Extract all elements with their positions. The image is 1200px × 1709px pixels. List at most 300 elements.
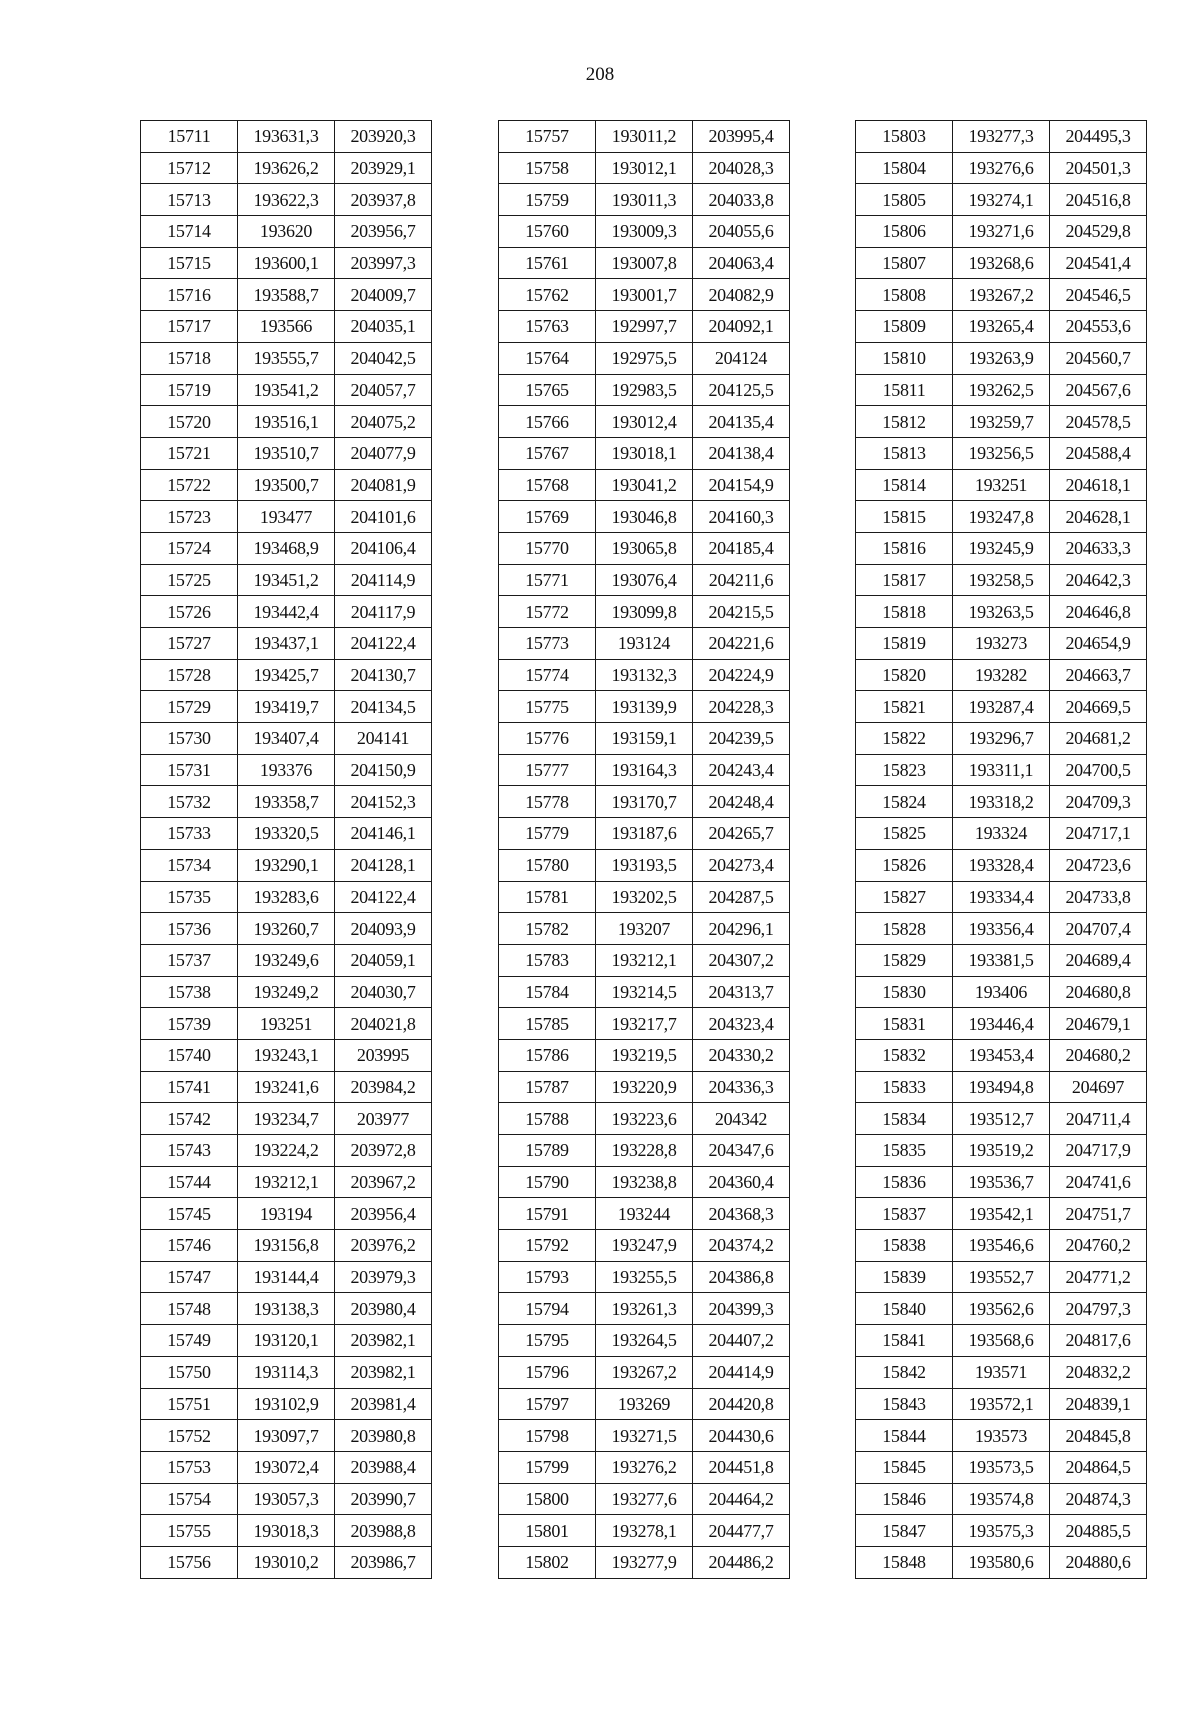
x-coordinate-cell: 193446,4 [953,1008,1050,1040]
x-coordinate-cell: 193046,8 [596,501,693,533]
table-row [499,342,790,374]
table-row [141,818,432,850]
y-coordinate-cell: 204646,8 [1050,596,1147,628]
y-coordinate-cell: 204386,8 [693,1261,790,1293]
point-number-cell: 15844 [856,1420,953,1452]
x-coordinate-cell: 193212,1 [596,944,693,976]
x-coordinate-cell: 192997,7 [596,311,693,343]
table-row [499,1546,790,1578]
table-row [499,754,790,786]
x-coordinate-cell: 193274,1 [953,184,1050,216]
y-coordinate-cell: 203997,3 [335,247,432,279]
table-row [856,374,1147,406]
y-coordinate-cell: 204055,6 [693,216,790,248]
x-coordinate-cell: 193562,6 [953,1293,1050,1325]
point-number-cell: 15723 [141,501,238,533]
table-row [856,342,1147,374]
point-number-cell: 15834 [856,1103,953,1135]
point-number-cell: 15760 [499,216,596,248]
x-coordinate-cell: 193278,1 [596,1515,693,1547]
x-coordinate-cell: 193552,7 [953,1261,1050,1293]
point-number-cell: 15816 [856,532,953,564]
point-number-cell: 15797 [499,1388,596,1420]
x-coordinate-cell: 193287,4 [953,691,1050,723]
x-coordinate-cell: 193238,8 [596,1166,693,1198]
y-coordinate-cell: 204342 [693,1103,790,1135]
x-coordinate-cell: 193290,1 [238,849,335,881]
table-row [141,311,432,343]
point-number-cell: 15792 [499,1230,596,1262]
table-row [141,723,432,755]
table-row [141,691,432,723]
point-number-cell: 15788 [499,1103,596,1135]
x-coordinate-cell: 192983,5 [596,374,693,406]
y-coordinate-cell: 204553,6 [1050,311,1147,343]
point-number-cell: 15826 [856,849,953,881]
point-number-cell: 15746 [141,1230,238,1262]
y-coordinate-cell: 204160,3 [693,501,790,533]
y-coordinate-cell: 204138,4 [693,437,790,469]
y-coordinate-cell: 203920,3 [335,121,432,153]
x-coordinate-cell: 193407,4 [238,723,335,755]
y-coordinate-cell: 203980,8 [335,1420,432,1452]
x-coordinate-cell: 193419,7 [238,691,335,723]
y-coordinate-cell: 204430,6 [693,1420,790,1452]
y-coordinate-cell: 204679,1 [1050,1008,1147,1040]
point-number-cell: 15755 [141,1515,238,1547]
y-coordinate-cell: 204030,7 [335,976,432,1008]
point-number-cell: 15773 [499,628,596,660]
table-row [141,532,432,564]
table-row [499,1451,790,1483]
table-row [856,184,1147,216]
y-coordinate-cell: 203980,4 [335,1293,432,1325]
y-coordinate-cell: 204273,4 [693,849,790,881]
y-coordinate-cell: 204063,4 [693,247,790,279]
x-coordinate-cell: 193519,2 [953,1135,1050,1167]
x-coordinate-cell: 193018,1 [596,437,693,469]
point-number-cell: 15730 [141,723,238,755]
y-coordinate-cell: 204128,1 [335,849,432,881]
point-number-cell: 15762 [499,279,596,311]
table-row [856,247,1147,279]
y-coordinate-cell: 204516,8 [1050,184,1147,216]
x-coordinate-cell: 193124 [596,628,693,660]
x-coordinate-cell: 193572,1 [953,1388,1050,1420]
y-coordinate-cell: 204560,7 [1050,342,1147,374]
table-row [141,279,432,311]
table-row [499,1135,790,1167]
point-number-cell: 15813 [856,437,953,469]
table-row [141,628,432,660]
point-number-cell: 15776 [499,723,596,755]
table-row [856,1039,1147,1071]
point-number-cell: 15747 [141,1261,238,1293]
point-number-cell: 15824 [856,786,953,818]
y-coordinate-cell: 204451,8 [693,1451,790,1483]
y-coordinate-cell: 204114,9 [335,564,432,596]
point-number-cell: 15733 [141,818,238,850]
table-row [499,1008,790,1040]
x-coordinate-cell: 193477 [238,501,335,533]
y-coordinate-cell: 203956,4 [335,1198,432,1230]
table-row [141,374,432,406]
table-row [499,849,790,881]
point-number-cell: 15805 [856,184,953,216]
point-number-cell: 15814 [856,469,953,501]
x-coordinate-cell: 193247,9 [596,1230,693,1262]
point-number-cell: 15744 [141,1166,238,1198]
x-coordinate-cell: 193468,9 [238,532,335,564]
table-row [141,1293,432,1325]
y-coordinate-cell: 204224,9 [693,659,790,691]
y-coordinate-cell: 204633,3 [1050,532,1147,564]
x-coordinate-cell: 193251 [238,1008,335,1040]
x-coordinate-cell: 193223,6 [596,1103,693,1135]
y-coordinate-cell: 204185,4 [693,532,790,564]
x-coordinate-cell: 193453,4 [953,1039,1050,1071]
point-number-cell: 15716 [141,279,238,311]
x-coordinate-cell: 193138,3 [238,1293,335,1325]
point-number-cell: 15803 [856,121,953,153]
x-coordinate-cell: 193164,3 [596,754,693,786]
table-row [499,976,790,1008]
table-row [856,1293,1147,1325]
y-coordinate-cell: 203929,1 [335,152,432,184]
table-row [499,691,790,723]
table-row [141,849,432,881]
table-row [141,342,432,374]
table-row [856,1388,1147,1420]
table-row [141,1135,432,1167]
point-number-cell: 15845 [856,1451,953,1483]
point-number-cell: 15831 [856,1008,953,1040]
x-coordinate-cell: 193234,7 [238,1103,335,1135]
x-coordinate-cell: 193255,5 [596,1261,693,1293]
y-coordinate-cell: 204741,6 [1050,1166,1147,1198]
y-coordinate-cell: 204042,5 [335,342,432,374]
y-coordinate-cell: 204347,6 [693,1135,790,1167]
point-number-cell: 15713 [141,184,238,216]
y-coordinate-cell: 204135,4 [693,406,790,438]
y-coordinate-cell: 203982,1 [335,1325,432,1357]
table-row [499,659,790,691]
y-coordinate-cell: 204760,2 [1050,1230,1147,1262]
y-coordinate-cell: 204336,3 [693,1071,790,1103]
x-coordinate-cell: 193541,2 [238,374,335,406]
point-number-cell: 15737 [141,944,238,976]
x-coordinate-cell: 193276,2 [596,1451,693,1483]
y-coordinate-cell: 204368,3 [693,1198,790,1230]
table-row [856,913,1147,945]
table-row [141,1103,432,1135]
y-coordinate-cell: 204407,2 [693,1325,790,1357]
point-number-cell: 15741 [141,1071,238,1103]
y-coordinate-cell: 204059,1 [335,944,432,976]
y-coordinate-cell: 204057,7 [335,374,432,406]
point-number-cell: 15774 [499,659,596,691]
point-number-cell: 15829 [856,944,953,976]
x-coordinate-cell: 193277,9 [596,1546,693,1578]
y-coordinate-cell: 204689,4 [1050,944,1147,976]
table-row [499,184,790,216]
x-coordinate-cell: 193072,4 [238,1451,335,1483]
x-coordinate-cell: 193626,2 [238,152,335,184]
x-coordinate-cell: 193245,9 [953,532,1050,564]
x-coordinate-cell: 193381,5 [953,944,1050,976]
y-coordinate-cell: 204239,5 [693,723,790,755]
point-number-cell: 15820 [856,659,953,691]
point-number-cell: 15846 [856,1483,953,1515]
x-coordinate-cell: 193258,5 [953,564,1050,596]
point-number-cell: 15726 [141,596,238,628]
table-row [856,691,1147,723]
table-row [141,976,432,1008]
x-coordinate-cell: 193271,5 [596,1420,693,1452]
point-number-cell: 15765 [499,374,596,406]
x-coordinate-cell: 193546,6 [953,1230,1050,1262]
y-coordinate-cell: 204642,3 [1050,564,1147,596]
table-row [856,659,1147,691]
y-coordinate-cell: 203988,8 [335,1515,432,1547]
y-coordinate-cell: 204618,1 [1050,469,1147,501]
x-coordinate-cell: 193114,3 [238,1356,335,1388]
x-coordinate-cell: 193271,6 [953,216,1050,248]
point-number-cell: 15779 [499,818,596,850]
table-row [499,1356,790,1388]
x-coordinate-cell: 193574,8 [953,1483,1050,1515]
y-coordinate-cell: 204880,6 [1050,1546,1147,1578]
y-coordinate-cell: 203937,8 [335,184,432,216]
point-number-cell: 15785 [499,1008,596,1040]
table-row [856,469,1147,501]
table-row [856,596,1147,628]
point-number-cell: 15833 [856,1071,953,1103]
x-coordinate-cell: 193600,1 [238,247,335,279]
y-coordinate-cell: 203984,2 [335,1071,432,1103]
y-coordinate-cell: 203979,3 [335,1261,432,1293]
point-number-cell: 15729 [141,691,238,723]
x-coordinate-cell: 192975,5 [596,342,693,374]
y-coordinate-cell: 204669,5 [1050,691,1147,723]
y-coordinate-cell: 204125,5 [693,374,790,406]
y-coordinate-cell: 204733,8 [1050,881,1147,913]
x-coordinate-cell: 193571 [953,1356,1050,1388]
x-coordinate-cell: 193376 [238,754,335,786]
x-coordinate-cell: 193202,5 [596,881,693,913]
x-coordinate-cell: 193273 [953,628,1050,660]
x-coordinate-cell: 193555,7 [238,342,335,374]
table-row [856,532,1147,564]
point-number-cell: 15799 [499,1451,596,1483]
y-coordinate-cell: 204707,4 [1050,913,1147,945]
point-number-cell: 15842 [856,1356,953,1388]
y-coordinate-cell: 204628,1 [1050,501,1147,533]
y-coordinate-cell: 203956,7 [335,216,432,248]
table-row [141,881,432,913]
point-number-cell: 15738 [141,976,238,1008]
table-row [499,374,790,406]
table-row [856,1230,1147,1262]
y-coordinate-cell: 203972,8 [335,1135,432,1167]
table-row [856,1546,1147,1578]
table-row [856,976,1147,1008]
y-coordinate-cell: 204845,8 [1050,1420,1147,1452]
y-coordinate-cell: 204028,3 [693,152,790,184]
point-number-cell: 15781 [499,881,596,913]
table-row [499,786,790,818]
x-coordinate-cell: 193437,1 [238,628,335,660]
x-coordinate-cell: 193097,7 [238,1420,335,1452]
point-number-cell: 15809 [856,311,953,343]
point-number-cell: 15821 [856,691,953,723]
table-row [499,818,790,850]
point-number-cell: 15837 [856,1198,953,1230]
y-coordinate-cell: 204839,1 [1050,1388,1147,1420]
point-number-cell: 15769 [499,501,596,533]
table-row [856,279,1147,311]
point-number-cell: 15778 [499,786,596,818]
table-row [499,1420,790,1452]
table-row [499,944,790,976]
point-number-cell: 15823 [856,754,953,786]
y-coordinate-cell: 204093,9 [335,913,432,945]
y-coordinate-cell: 203977 [335,1103,432,1135]
table-row [141,121,432,153]
point-number-cell: 15793 [499,1261,596,1293]
table-row [499,406,790,438]
y-coordinate-cell: 204864,5 [1050,1451,1147,1483]
x-coordinate-cell: 193442,4 [238,596,335,628]
table-row [141,1198,432,1230]
x-coordinate-cell: 193268,6 [953,247,1050,279]
x-coordinate-cell: 193224,2 [238,1135,335,1167]
x-coordinate-cell: 193012,1 [596,152,693,184]
y-coordinate-cell: 204221,6 [693,628,790,660]
table-row [856,437,1147,469]
point-number-cell: 15719 [141,374,238,406]
y-coordinate-cell: 204681,2 [1050,723,1147,755]
x-coordinate-cell: 193318,2 [953,786,1050,818]
table-row [141,1261,432,1293]
point-number-cell: 15830 [856,976,953,1008]
table-row [499,1325,790,1357]
point-number-cell: 15756 [141,1546,238,1578]
point-number-cell: 15835 [856,1135,953,1167]
point-number-cell: 15832 [856,1039,953,1071]
point-number-cell: 15815 [856,501,953,533]
table-row [141,1515,432,1547]
x-coordinate-cell: 193282 [953,659,1050,691]
x-coordinate-cell: 193249,6 [238,944,335,976]
x-coordinate-cell: 193358,7 [238,786,335,818]
table-row [856,818,1147,850]
y-coordinate-cell: 204033,8 [693,184,790,216]
table-row [141,216,432,248]
x-coordinate-cell: 193311,1 [953,754,1050,786]
y-coordinate-cell: 204495,3 [1050,121,1147,153]
x-coordinate-cell: 193214,5 [596,976,693,1008]
table-row [141,1325,432,1357]
y-coordinate-cell: 203995,4 [693,121,790,153]
table-row [856,1420,1147,1452]
y-coordinate-cell: 204035,1 [335,311,432,343]
point-number-cell: 15801 [499,1515,596,1547]
y-coordinate-cell: 203990,7 [335,1483,432,1515]
x-coordinate-cell: 193010,2 [238,1546,335,1578]
x-coordinate-cell: 193267,2 [596,1356,693,1388]
table-row [141,786,432,818]
table-row [499,469,790,501]
y-coordinate-cell: 203982,1 [335,1356,432,1388]
table-row [499,881,790,913]
table-row [499,152,790,184]
table-row [499,1230,790,1262]
x-coordinate-cell: 193324 [953,818,1050,850]
y-coordinate-cell: 204082,9 [693,279,790,311]
point-number-cell: 15722 [141,469,238,501]
x-coordinate-cell: 193406 [953,976,1050,1008]
table-row [499,913,790,945]
point-number-cell: 15840 [856,1293,953,1325]
page-number: 208 [585,64,615,85]
x-coordinate-cell: 193012,4 [596,406,693,438]
table-row [856,216,1147,248]
point-number-cell: 15804 [856,152,953,184]
table-row [141,1420,432,1452]
table-row [856,754,1147,786]
table-row [499,1166,790,1198]
y-coordinate-cell: 204654,9 [1050,628,1147,660]
point-number-cell: 15766 [499,406,596,438]
x-coordinate-cell: 193007,8 [596,247,693,279]
point-number-cell: 15783 [499,944,596,976]
point-number-cell: 15739 [141,1008,238,1040]
table-row [141,469,432,501]
table-row [499,628,790,660]
point-number-cell: 15784 [499,976,596,1008]
point-number-cell: 15764 [499,342,596,374]
point-number-cell: 15763 [499,311,596,343]
point-number-cell: 15714 [141,216,238,248]
x-coordinate-cell: 193263,9 [953,342,1050,374]
x-coordinate-cell: 193276,6 [953,152,1050,184]
table-row [856,723,1147,755]
point-number-cell: 15759 [499,184,596,216]
y-coordinate-cell: 204360,4 [693,1166,790,1198]
y-coordinate-cell: 204797,3 [1050,1293,1147,1325]
y-coordinate-cell: 204313,7 [693,976,790,1008]
x-coordinate-cell: 193256,5 [953,437,1050,469]
point-number-cell: 15810 [856,342,953,374]
table-row [499,501,790,533]
y-coordinate-cell: 204680,8 [1050,976,1147,1008]
x-coordinate-cell: 193267,2 [953,279,1050,311]
x-coordinate-cell: 193262,5 [953,374,1050,406]
y-coordinate-cell: 203967,2 [335,1166,432,1198]
y-coordinate-cell: 204330,2 [693,1039,790,1071]
x-coordinate-cell: 193219,5 [596,1039,693,1071]
point-number-cell: 15754 [141,1483,238,1515]
y-coordinate-cell: 204717,1 [1050,818,1147,850]
point-number-cell: 15725 [141,564,238,596]
point-number-cell: 15742 [141,1103,238,1135]
x-coordinate-cell: 193251 [953,469,1050,501]
table-row [856,1261,1147,1293]
table-row [856,501,1147,533]
point-number-cell: 15748 [141,1293,238,1325]
point-number-cell: 15812 [856,406,953,438]
